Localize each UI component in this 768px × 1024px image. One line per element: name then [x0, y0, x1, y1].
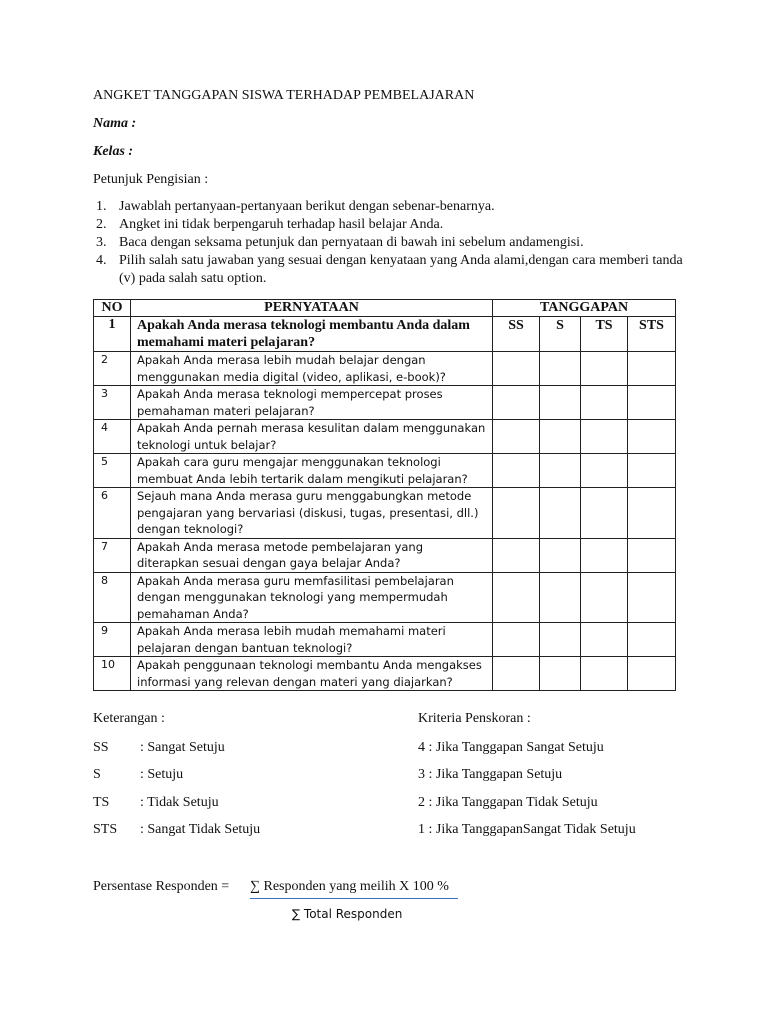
answer-cell-ts[interactable] [581, 657, 628, 691]
answer-cell-ts[interactable] [581, 488, 628, 539]
header-no: NO [94, 300, 131, 317]
answer-cell-ts[interactable] [581, 623, 628, 657]
answer-cell-ss[interactable] [493, 488, 540, 539]
name-field-label: Nama : [93, 116, 137, 131]
legend-item [93, 822, 260, 838]
instruction-item [93, 216, 683, 234]
answer-cell-s[interactable] [540, 352, 581, 386]
answer-cell-s[interactable] [540, 572, 581, 623]
option-ts-header: TS [581, 317, 628, 352]
answer-cell-s[interactable] [540, 454, 581, 488]
row-number: 6 [94, 488, 131, 539]
answer-cell-s[interactable] [540, 623, 581, 657]
instruction-item [93, 234, 683, 252]
row-statement: Sejauh mana Anda merasa guru menggabungkan metode pengajaran yang bervariasi (diskusi, tugas, presentasi, dll.) dengan teknologi? [131, 488, 493, 539]
scoring-heading: Kriteria Penskoran : [418, 711, 531, 726]
answer-cell-sts[interactable] [628, 352, 676, 386]
instruction-text: Jawablah pertanyaan-pertanyaan berikut dengan sebenar-benarnya. [119, 199, 495, 214]
option-sts-header: STS [628, 317, 676, 352]
option-s-header: S [540, 317, 581, 352]
survey-table [93, 299, 676, 691]
row-statement: Apakah penggunaan teknologi membantu Anda mengakses informasi yang relevan dengan materi yang diajarkan? [131, 657, 493, 691]
answer-cell-s[interactable] [540, 657, 581, 691]
table-header-row [94, 300, 676, 317]
answer-cell-ss[interactable] [493, 657, 540, 691]
row-number: 8 [94, 572, 131, 623]
instructions-list [93, 198, 683, 288]
row-number: 5 [94, 454, 131, 488]
table-row [94, 538, 676, 572]
legend-item [93, 740, 225, 756]
scoring-item: 1 : Jika TanggapanSangat Tidak Setuju [418, 822, 636, 837]
answer-cell-s[interactable] [540, 538, 581, 572]
row-statement: Apakah cara guru mengajar menggunakan teknologi membuat Anda lebih tertarik dalam mengikuti pelajaran? [131, 454, 493, 488]
instruction-item [93, 252, 683, 288]
fraction-bar [250, 898, 458, 899]
row-statement: Apakah Anda merasa teknologi membantu Anda dalam memahami materi pelajaran? [131, 317, 493, 352]
answer-cell-sts[interactable] [628, 488, 676, 539]
instruction-text: Baca dengan seksama petunjuk dan pernyataan di bawah ini sebelum andamengisi. [119, 235, 584, 250]
legend-code: TS [93, 795, 110, 810]
table-row [94, 657, 676, 691]
row-number: 10 [94, 657, 131, 691]
answer-cell-s[interactable] [540, 488, 581, 539]
answer-cell-sts[interactable] [628, 386, 676, 420]
legend-item [93, 767, 183, 783]
option-ss-header: SS [493, 317, 540, 352]
formula-denominator: ∑ Total Responden [292, 907, 403, 921]
row-number: 9 [94, 623, 131, 657]
answer-cell-ts[interactable] [581, 420, 628, 454]
answer-cell-ts[interactable] [581, 572, 628, 623]
table-row [94, 386, 676, 420]
header-response: TANGGAPAN [493, 300, 676, 317]
class-field-label: Kelas : [93, 144, 134, 159]
formula-label: Persentase Responden = [93, 879, 230, 894]
scoring-item: 3 : Jika Tanggapan Setuju [418, 767, 563, 782]
table-row [94, 623, 676, 657]
table-row [94, 454, 676, 488]
legend-meaning: : Setuju [140, 767, 184, 782]
table-row [94, 572, 676, 623]
table-row [94, 420, 676, 454]
header-statement: PERNYATAAN [131, 300, 493, 317]
row-statement: Apakah Anda merasa metode pembelajaran yang diterapkan sesuai dengan gaya belajar Anda? [131, 538, 493, 572]
instruction-text: Angket ini tidak berpengaruh terhadap hasil belajar Anda. [119, 217, 444, 232]
answer-cell-ss[interactable] [493, 352, 540, 386]
instruction-number: 2. [96, 217, 107, 232]
row-number: 7 [94, 538, 131, 572]
row-statement: Apakah Anda merasa lebih mudah memahami materi pelajaran dengan bantuan teknologi? [131, 623, 493, 657]
answer-cell-s[interactable] [540, 420, 581, 454]
formula-numerator: ∑ Responden yang meilih X 100 % [250, 879, 449, 894]
table-row [94, 317, 676, 352]
row-statement: Apakah Anda pernah merasa kesulitan dalam menggunakan teknologi untuk belajar? [131, 420, 493, 454]
instruction-item [93, 198, 683, 216]
answer-cell-ts[interactable] [581, 352, 628, 386]
answer-cell-ss[interactable] [493, 623, 540, 657]
answer-cell-ss[interactable] [493, 538, 540, 572]
answer-cell-ss[interactable] [493, 572, 540, 623]
answer-cell-ss[interactable] [493, 420, 540, 454]
row-number: 1 [94, 317, 131, 352]
legend-code: STS [93, 822, 118, 837]
table-row [94, 488, 676, 539]
answer-cell-sts[interactable] [628, 454, 676, 488]
legend-code: S [93, 767, 101, 782]
row-statement: Apakah Anda merasa guru memfasilitasi pembelajaran dengan menggunakan teknologi yang mempermudah pemahaman Anda? [131, 572, 493, 623]
legend-heading: Keterangan : [93, 711, 165, 726]
answer-cell-ts[interactable] [581, 386, 628, 420]
answer-cell-sts[interactable] [628, 538, 676, 572]
scoring-item: 4 : Jika Tanggapan Sangat Setuju [418, 740, 604, 755]
row-statement: Apakah Anda merasa lebih mudah belajar dengan menggunakan media digital (video, aplikasi, e-book)? [131, 352, 493, 386]
instructions-heading: Petunjuk Pengisian : [93, 172, 209, 187]
table-row [94, 352, 676, 386]
document-title: ANGKET TANGGAPAN SISWA TERHADAP PEMBELAJARAN [93, 88, 475, 103]
instruction-number: 1. [96, 199, 107, 214]
legend-meaning: : Sangat Setuju [140, 740, 225, 755]
row-number: 3 [94, 386, 131, 420]
instruction-text: Pilih salah satu jawaban yang sesuai dengan kenyataan yang Anda alami,dengan cara memberi tanda (v) pada salah satu option. [119, 253, 683, 286]
answer-cell-ts[interactable] [581, 454, 628, 488]
answer-cell-sts[interactable] [628, 572, 676, 623]
answer-cell-ss[interactable] [493, 454, 540, 488]
legend-meaning: : Sangat Tidak Setuju [140, 822, 261, 837]
answer-cell-sts[interactable] [628, 623, 676, 657]
instruction-number: 3. [96, 235, 107, 250]
answer-cell-ss[interactable] [493, 386, 540, 420]
scoring-item: 2 : Jika Tanggapan Tidak Setuju [418, 795, 598, 810]
answer-cell-sts[interactable] [628, 420, 676, 454]
answer-cell-s[interactable] [540, 386, 581, 420]
answer-cell-sts[interactable] [628, 657, 676, 691]
row-number: 2 [94, 352, 131, 386]
answer-cell-ts[interactable] [581, 538, 628, 572]
row-number: 4 [94, 420, 131, 454]
instruction-number: 4. [96, 253, 107, 268]
legend-item [93, 795, 219, 811]
row-statement: Apakah Anda merasa teknologi mempercepat proses pemahaman materi pelajaran? [131, 386, 493, 420]
legend-meaning: : Tidak Setuju [140, 795, 219, 810]
legend-code: SS [93, 740, 109, 755]
